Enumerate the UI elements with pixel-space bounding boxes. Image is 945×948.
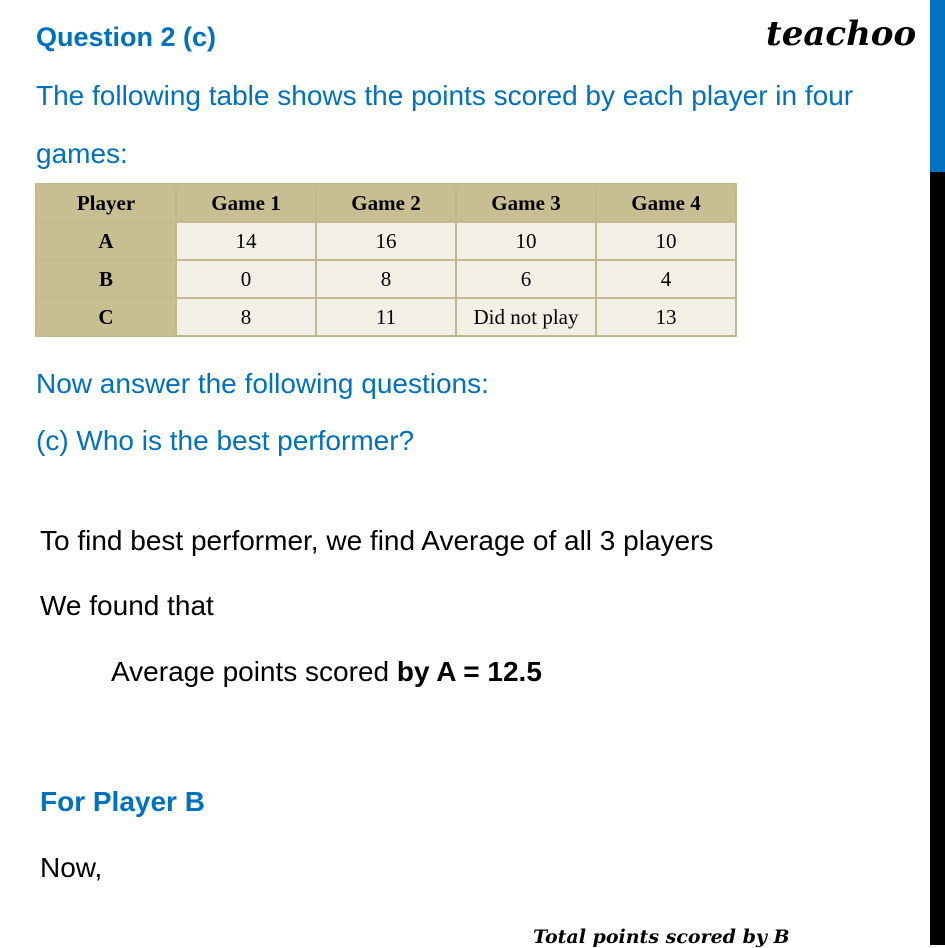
table-cell: 10 (596, 222, 736, 260)
table-header-row (36, 184, 736, 222)
table-cell: 11 (316, 298, 456, 336)
table-cell: 4 (596, 260, 736, 298)
table-header: Game 3 (456, 184, 596, 222)
question-title: Question 2 (c) (36, 22, 217, 52)
table-row (36, 298, 736, 336)
table-cell: 16 (316, 222, 456, 260)
player-cell: C (36, 298, 176, 336)
table-row (36, 260, 736, 298)
question-c: (c) Who is the best performer? (36, 425, 415, 456)
table-cell: Did not play (456, 298, 596, 336)
table-cell: 6 (456, 260, 596, 298)
table-row (36, 222, 736, 260)
player-cell: B (36, 260, 176, 298)
player-cell: A (36, 222, 176, 260)
scrollbar-thumb[interactable] (930, 0, 945, 172)
table-cell: 13 (596, 298, 736, 336)
teachoo-logo: teachoo (766, 14, 917, 54)
prompt-line-1: The following table shows the points scored by each player in four (36, 80, 854, 111)
average-a-statement (111, 656, 542, 688)
table-cell: 14 (176, 222, 316, 260)
table-cell: 8 (316, 260, 456, 298)
solution-line-1: To find best performer, we find Average of all 3 players (40, 525, 714, 556)
table-header: Game 4 (596, 184, 736, 222)
now-text: Now, (40, 852, 103, 883)
table-header: Game 2 (316, 184, 456, 222)
table-header: Player (36, 184, 176, 222)
table-cell: 10 (456, 222, 596, 260)
prompt-line-2: games: (36, 138, 128, 169)
solution-line-2: We found that (40, 590, 214, 621)
average-value: by A = 12.5 (396, 656, 542, 687)
average-prefix: Average points scored (111, 656, 397, 687)
table-cell: 0 (176, 260, 316, 298)
questions-intro: Now answer the following questions: (36, 368, 489, 399)
player-b-heading: For Player B (40, 786, 205, 817)
points-table (35, 183, 737, 337)
table-cell: 8 (176, 298, 316, 336)
table-header: Game 1 (176, 184, 316, 222)
fraction-numerator: Total points scored by B (533, 926, 790, 948)
